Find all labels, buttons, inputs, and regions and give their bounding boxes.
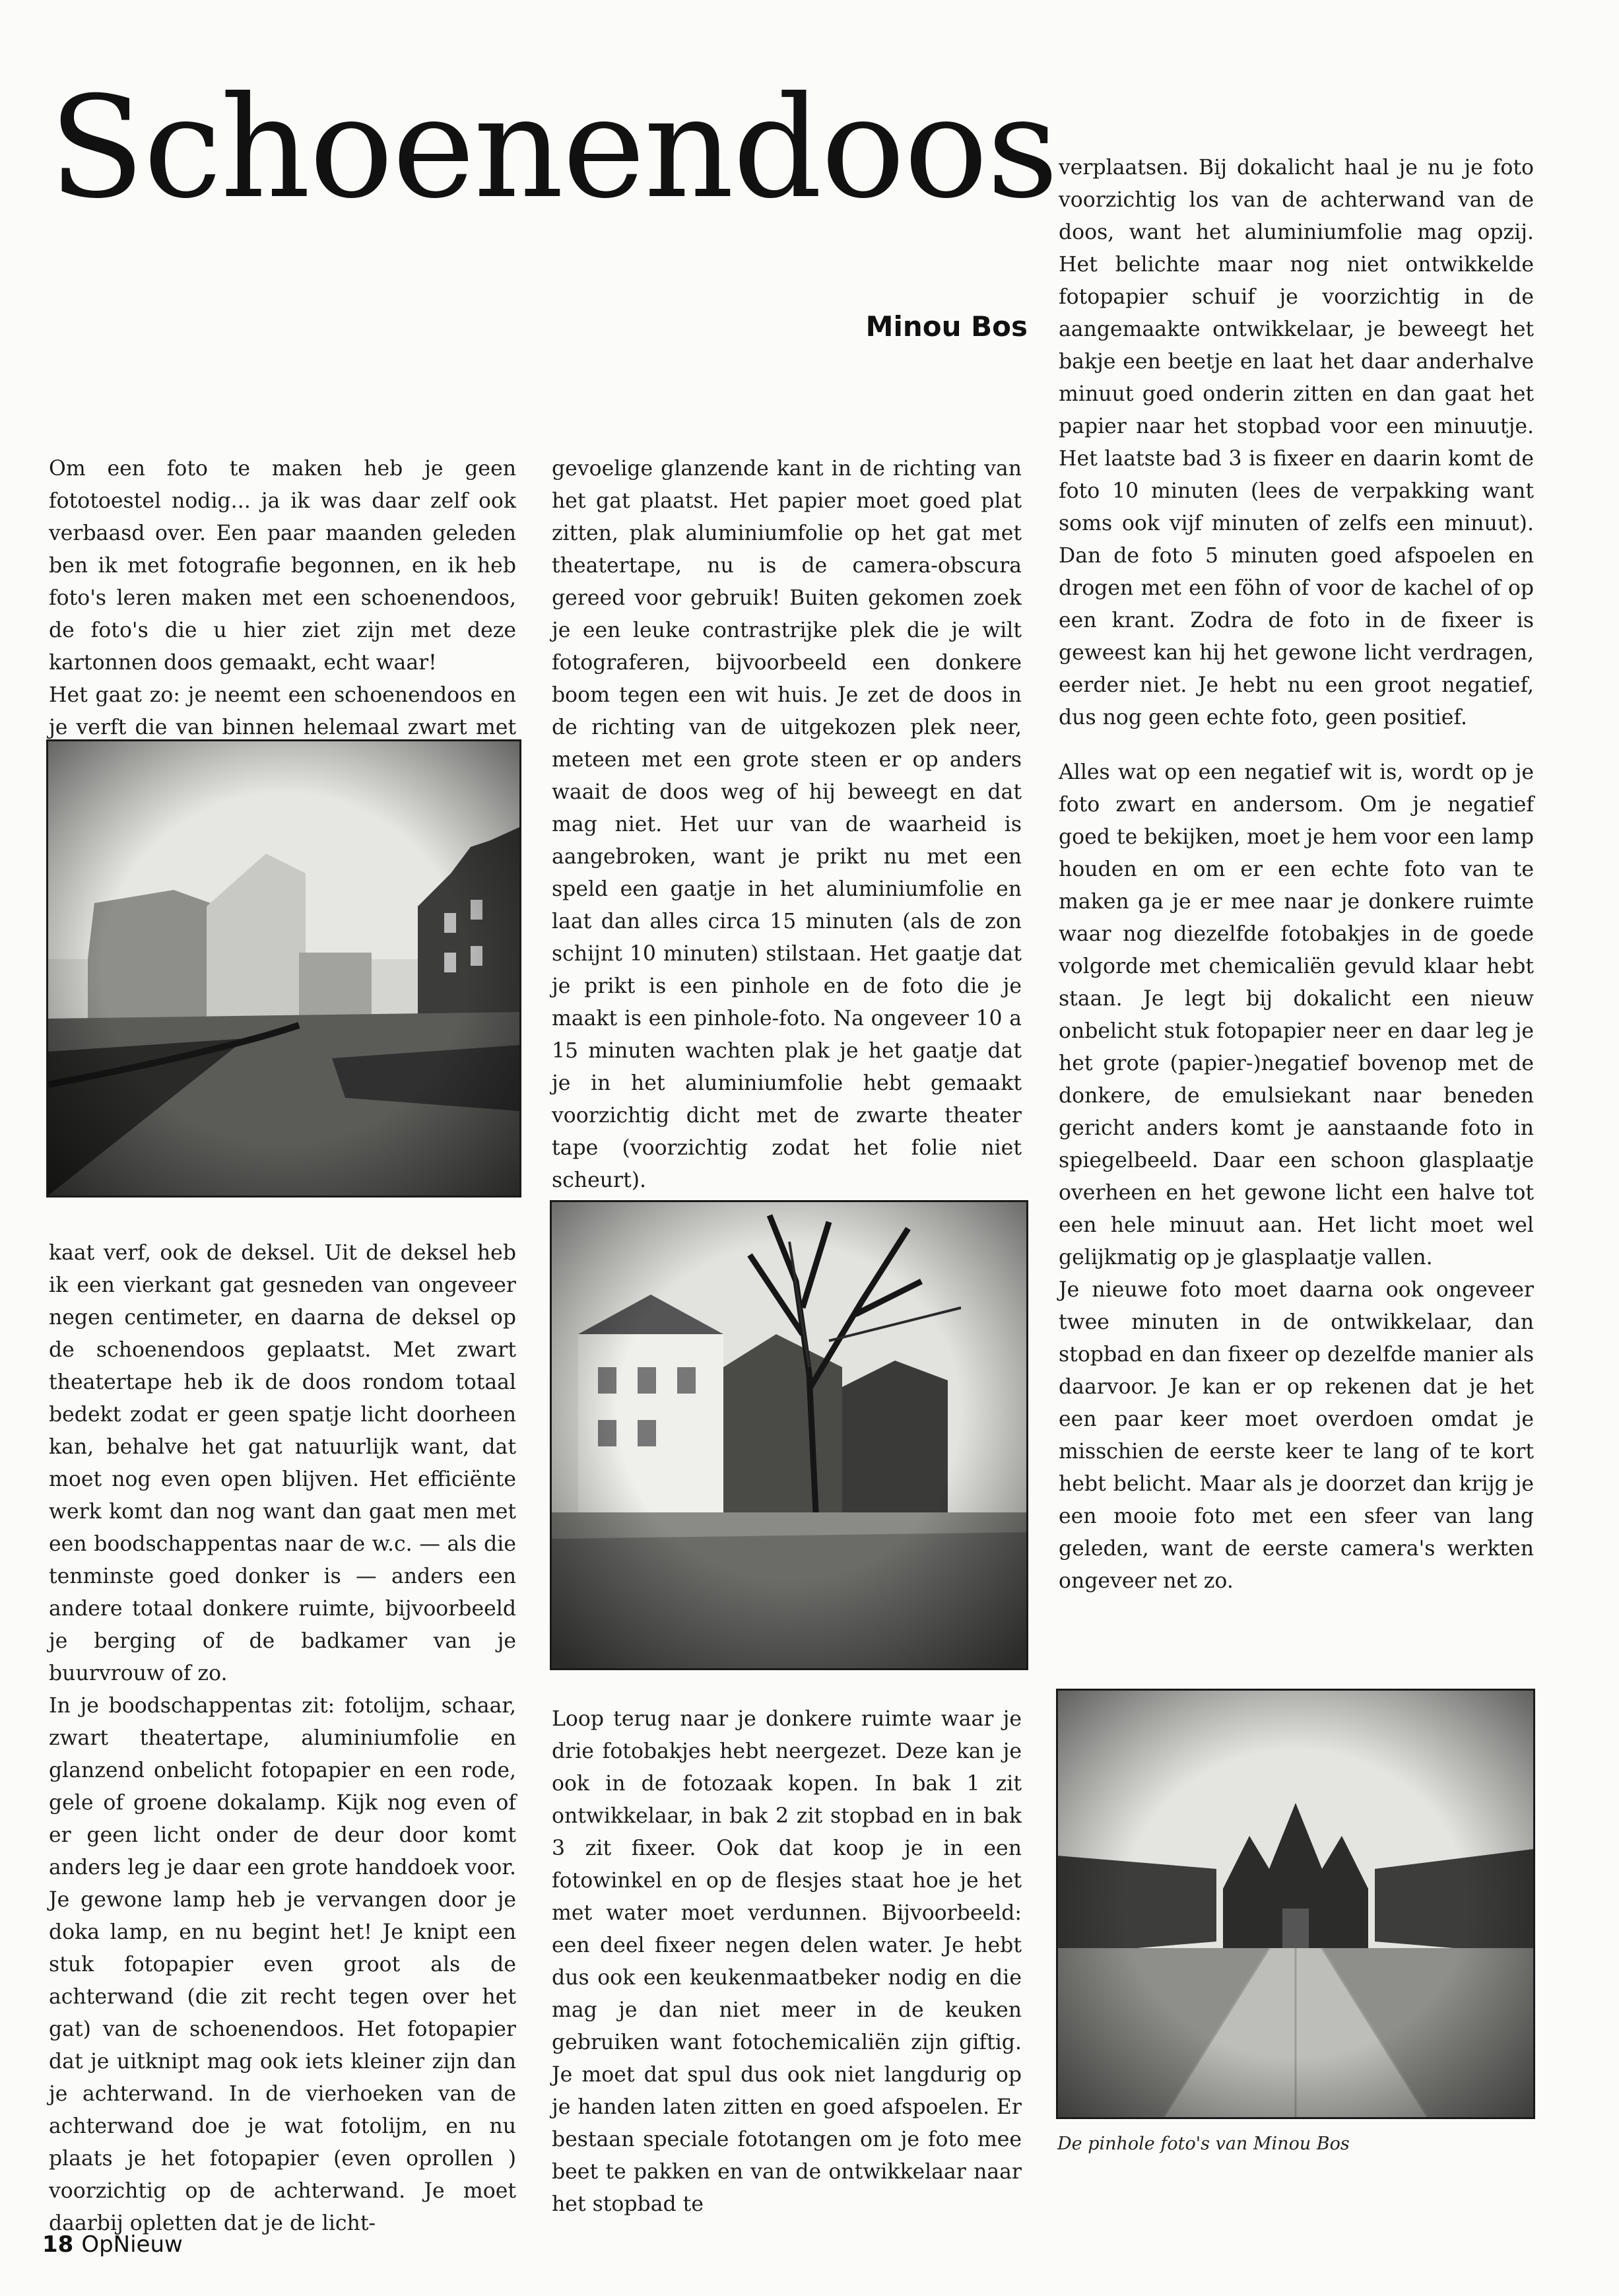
column-3 [1059,152,1534,1598]
paragraph: kaat verf, ook de deksel. Uit de deksel heb ik een vierkant gat gesneden van ongeveer negen centimeter, en daarna de deksel op de schoenendoos geplaatst. Met zwart theatertape heb ik de doos rondom totaal bedekt zodat er geen spatje licht doorheen kan, behalve het gat natuurlijk want, dat moet nog even open blijven. Het efficiënte werk komt dan nog want dan gaat men met een boodschappentas naar de w.c. — als die tenminste goed donker is — anders een andere totaal donkere ruimte, bijvoorbeeld je berging of de badkamer van je buurvrouw of zo. [49,1241,516,1685]
column-1-top [49,453,516,776]
photo-canal-houseboats [46,739,521,1198]
paragraph: verplaatsen. Bij dokalicht haal je nu je foto voorzichtig los van de achterwand van de doos, want het aluminiumfolie mag opzij. Het belichte maar nog niet ontwikkelde fotopapier schuif je voorzichtig in de aangemaakte ontwikkelaar, je beweegt het bakje een beetje en laat het daar anderhalve minuut goed onderin zitten en dan gaat het papier naar het stopbad voor een minuutje. Het laatste bad 3 is fixeer en daarin komt de foto 10 minuten (lees de verpakking want soms ook vijf minuten of zelfs een minuut). Dan de foto 5 minuten goed afspoelen en drogen met een föhn of voor de kachel of op een krant. Zodra de foto in de fixeer is geweest kan hij het gewone licht verdragen, eerder niet. Je hebt nu een groot negatief, dus nog geen echte foto, geen positief. [1059,156,1534,729]
paragraph: Om een foto te maken heb je geen fototoestel nodig... ja ik was daar zelf ook verbaasd over. Een paar maanden geleden ben ik met fotografie begonnen, en ik heb foto's leren maken met een schoenendoos, de foto's die u hier ziet zijn met deze kartonnen doos gemaakt, echt waar! [49,457,516,675]
house-photo-image [552,1202,1026,1668]
author-name: Minou Bos [865,310,1028,343]
paragraph: In je boodschappentas zit: fotolijm, schaar, zwart theatertape, aluminiumfolie en glanzend onbelicht fotopapier en een rode, gele of groene dokalamp. Kijk nog even of er geen licht onder de deur door komt anders leg je daar een grote handdoek voor. Je gewone lamp heb je vervangen door je doka lamp, en nu begint het! Je knipt een stuk fotopapier even groot als de achterwand (die zit recht tegen over het gat) van de schoenendoos. Het fotopapier dat je uitknipt mag ook iets kleiner zijn dan je achterwand. In de vierhoeken van de achterwand doe je wat fotolijm, en nu plaats je het fotopapier (even oprollen ) voorzichtig op de achterwand. Je moet daarbij opletten dat je de licht- [49,1694,516,2235]
photo-caption: De pinhole foto's van Minou Bos [1057,2134,1350,2154]
canal-photo-image [48,741,519,1196]
article-title: Schoenendoos [49,66,1057,229]
column-2-top [552,453,1022,1197]
page-number: 18 [42,2231,74,2258]
paragraph: Het gaat zo: je neemt een schoenendoos en je verft die van binnen helemaal zwart met [49,683,516,739]
paragraph: gevoelige glanzende kant in de richting van het gat plaatst. Het papier moet goed plat zitten, plak aluminiumfolie op het gat met theatertape, nu is de camera-obscura gereed voor gebruik! Buiten gekomen zoek je een leuke contrastrijke plek die je wilt fotograferen, bijvoorbeeld een donkere boom tegen een wit huis. Je zet de doos in de richting van de uitgekozen plek neer, meteen met een grote steen er op anders waait de doos weg of hij beweegt en dat mag niet. Het uur van de waarheid is aangebroken, want je prikt nu met een speld een gaatje in het aluminiumfolie en laat dan alles circa 15 minuten (als de zon schijnt 10 minuten) stilstaan. Het gaatje dat je prikt is een pinhole en de foto die je maakt is een pinhole-foto. Na ongeveer 10 a 15 minuten wachten plak je het gaatje dat je in het aluminiumfolie hebt gemaakt voorzichtig dicht met de zwarte theater tape (voorzichtig zodat het folie niet scheurt). [552,457,1022,1192]
page-footer [42,2231,183,2258]
photo-house-tree [550,1200,1028,1670]
magazine-name: OpNieuw [81,2231,183,2258]
column-1-bottom [49,1237,516,2240]
castle-photo-image [1058,1691,1533,2117]
paragraph: Loop terug naar je donkere ruimte waar je drie fotobakjes hebt neergezet. Deze kan je ook in de fotozaak kopen. In bak 1 zit ontwikkelaar, in bak 2 zit stopbad en in bak 3 zit fixeer. Ook dat koop je in een fotowinkel en op de flesjes staat hoe je het met water moet verdunnen. Bijvoorbeeld: een deel fixeer negen delen water. Je hebt dus ook een keukenmaatbeker nodig en die mag je dan niet meer in de keuken gebruiken want fotochemicaliën zijn giftig. Je moet dat spul dus ook niet langdurig op je handen laten zitten en goed afspoelen. Er bestaan speciale fototangen om je foto mee beet te pakken en van de ontwikkelaar naar het stopbad te [552,1707,1022,2216]
photo-castle-square [1056,1689,1535,2119]
paragraph: Je nieuwe foto moet daarna ook ongeveer twee minuten in de ontwikkelaar, dan stopbad en dan fixeer op dezelfde manier als daarvoor. Je kan er op rekenen dat je het een paar keer moet overdoen omdat je misschien de eerste keer te lang of te kort hebt belicht. Maar als je doorzet dan krijg je een mooie foto met een sfeer van lang geleden, want de eerste camera's werkten ongeveer net zo. [1059,1278,1534,1593]
column-2-bottom [552,1703,1022,2221]
paragraph: Alles wat op een negatief wit is, wordt op je foto zwart en andersom. Om je negatief goed te bekijken, moet je hem voor een lamp houden en om er een echte foto van te maken ga je er mee naar je donkere ruimte waar nog diezelfde fotobakjes in de goede volgorde met chemicaliën gevuld klaar hebt staan. Je legt bij dokalicht een nieuw onbelicht stuk fotopapier neer en daar leg je het grote (papier-)negatief bovenop met de donkere, de emulsiekant naar beneden gericht anders komt je aanstaande foto in spiegelbeeld. Daar een schoon glasplaatje overheen en het gewone licht een halve tot een hele minuut aan. Het licht moet wel gelijkmatig op je glasplaatje vallen. [1059,760,1534,1269]
